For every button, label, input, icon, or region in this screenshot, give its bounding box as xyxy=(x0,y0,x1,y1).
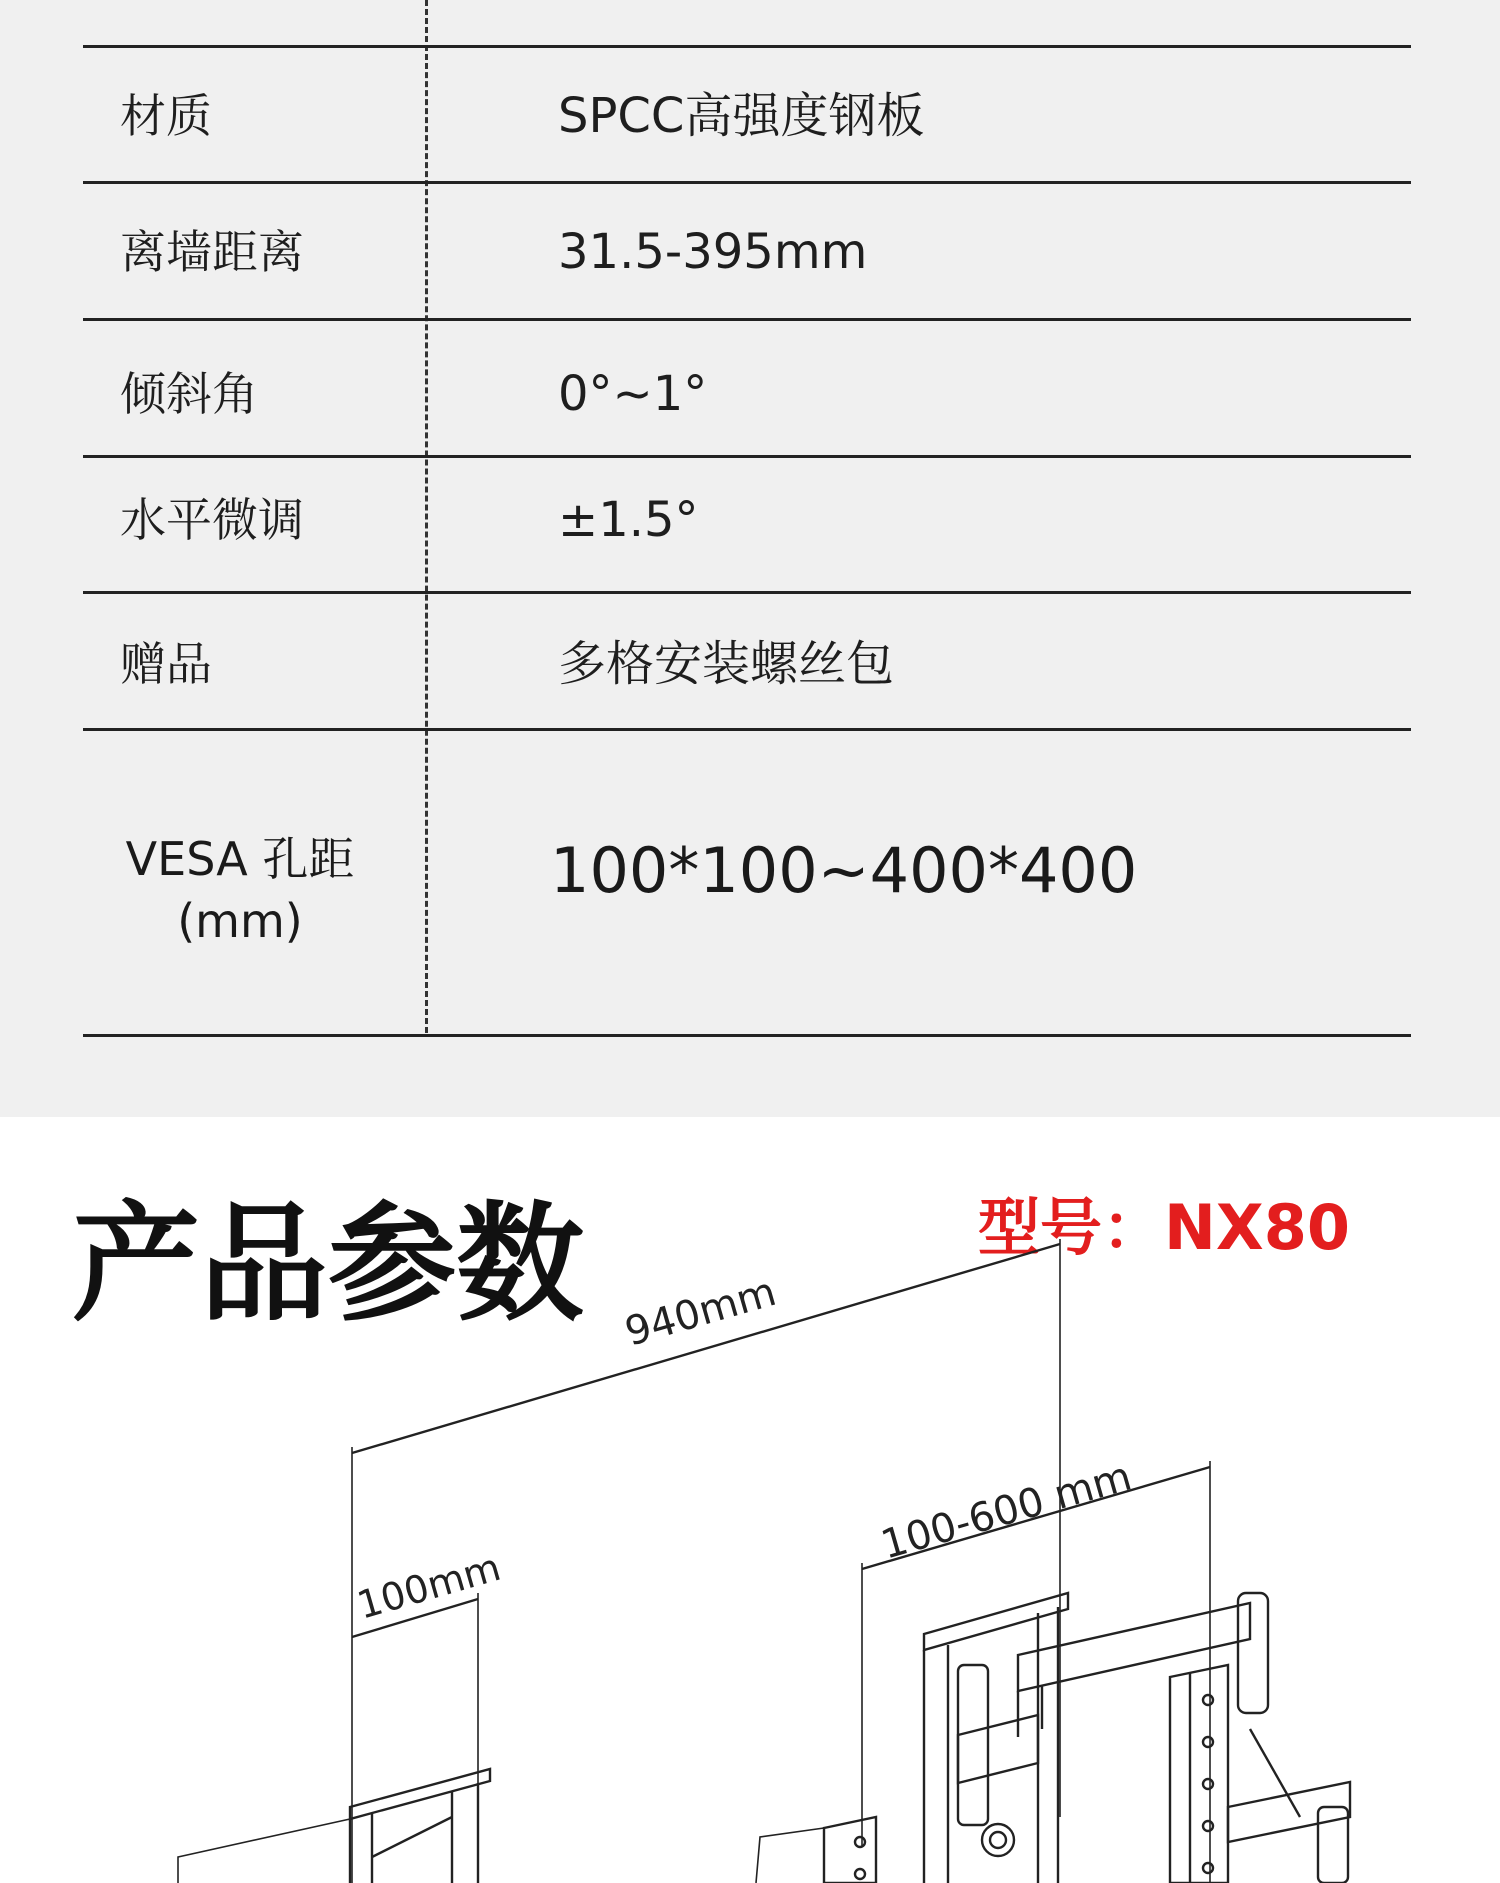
row-divider xyxy=(83,181,1411,184)
spec-value-wall-distance: 31.5-395mm xyxy=(558,224,868,280)
spec-value-level-adjust: ±1.5° xyxy=(558,492,699,548)
spec-value-tilt: 0°~1° xyxy=(558,366,708,422)
dimension-label-width: 940mm xyxy=(620,1268,782,1356)
vesa-label-line2: (mm) xyxy=(177,894,303,948)
dimension-line-width xyxy=(352,1244,1060,1453)
spec-value-material: SPCC高强度钢板 xyxy=(558,88,925,144)
section-title: 产品参数 xyxy=(72,1190,585,1339)
spec-value-accessories: 多格安装螺丝包 xyxy=(558,636,895,692)
spec-label-tilt: 倾斜角 xyxy=(120,367,258,421)
row-divider xyxy=(83,45,1411,48)
spec-label-accessories: 赠品 xyxy=(120,637,212,691)
dimension-label-plate: 100mm xyxy=(352,1544,506,1628)
spec-label-level-adjust: 水平微调 xyxy=(120,493,304,547)
row-divider xyxy=(83,591,1411,594)
spec-label-material: 材质 xyxy=(120,89,212,143)
row-divider xyxy=(83,728,1411,731)
bracket-drawing xyxy=(0,1117,1500,1883)
spec-label-vesa xyxy=(95,828,385,952)
row-divider xyxy=(83,455,1411,458)
row-divider xyxy=(83,318,1411,321)
vesa-label-line1: VESA 孔距 xyxy=(125,832,355,886)
spec-value-vesa: 100*100~400*400 xyxy=(550,834,1138,907)
dimension-label-range: 100-600 mm xyxy=(876,1453,1137,1569)
model-number: 型号：NX80 xyxy=(978,1191,1350,1264)
spec-label-wall-distance: 离墙距离 xyxy=(120,225,304,279)
column-divider xyxy=(425,0,428,1033)
row-divider xyxy=(83,1034,1411,1037)
